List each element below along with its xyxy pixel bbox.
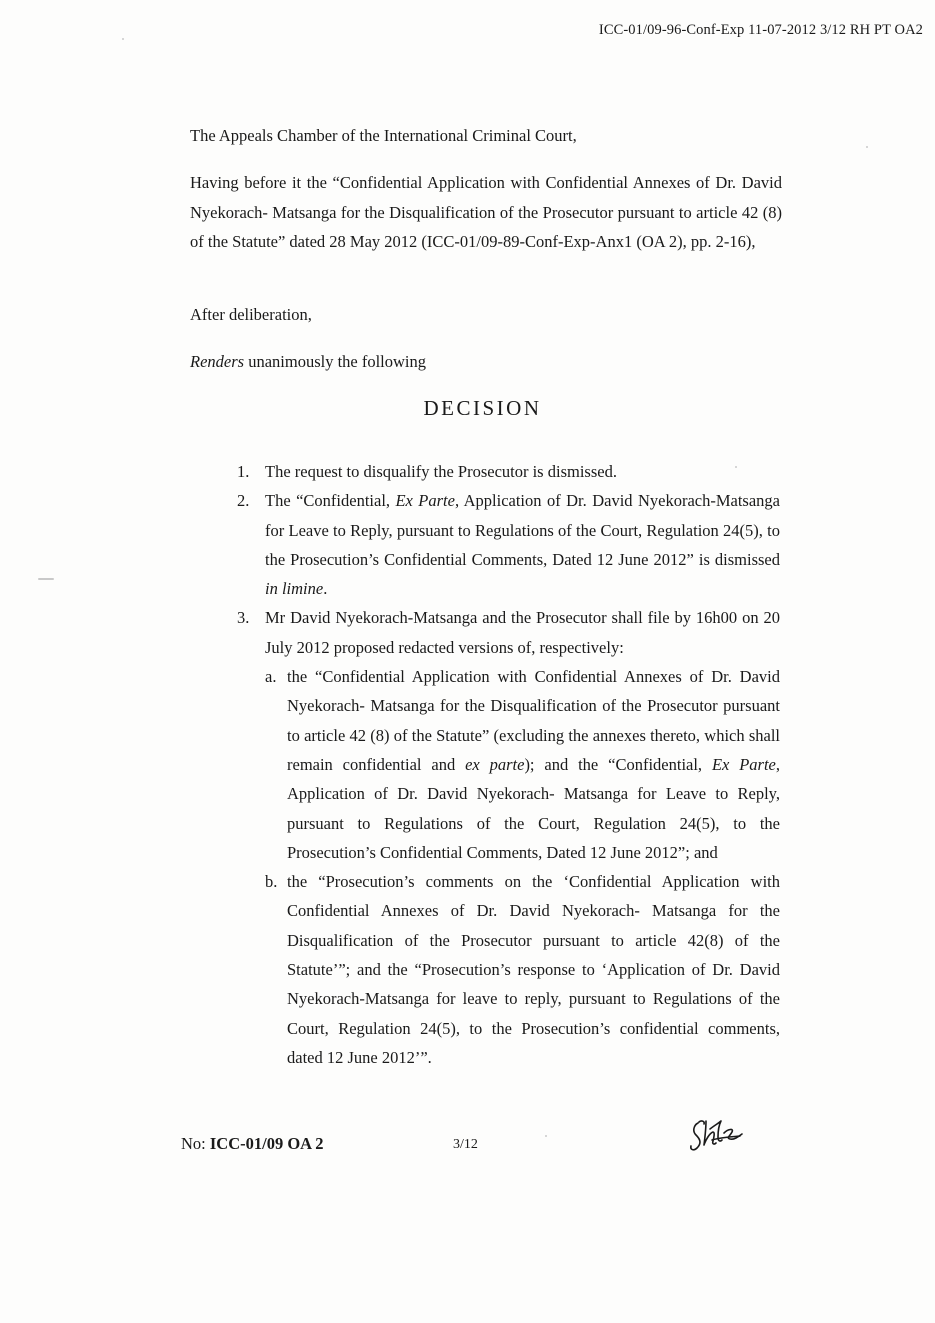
decision-list: [237, 457, 780, 1072]
decision-item-number: 2.: [237, 491, 250, 511]
decision-sub-item-letter: a.: [265, 667, 277, 687]
intro-paragraph: The Appeals Chamber of the International Criminal Court,: [190, 126, 577, 145]
case-number-value: ICC-01/09 OA 2: [209, 1134, 324, 1153]
renders-rest-text: unanimously the following: [244, 352, 427, 371]
decision-sub-item-italic-text: ex parte: [465, 754, 525, 774]
decision-item-3: [237, 603, 780, 1072]
decision-item-italic-text: Ex Parte: [395, 491, 455, 511]
decision-sub-item-text-part: , Application of Dr. David Nyekorach- Matsanga for Leave to Reply, pursuant to Regulations of the Court, Regulation 24(5), to the Prosecution’s Confidential Comments, Dated 12 June 2012”; and: [287, 754, 780, 862]
decision-sub-item-text-part: the “Confidential Application with Confidential Annexes of Dr. David Nyekorach- Matsanga for the Disqualification of the Prosecutor pursuant to article 42 (8) of the Statute” (excluding the annexes thereto, which shall remain confidential and: [287, 667, 780, 774]
renders-italic-word: Renders: [190, 352, 245, 371]
handwritten-initials-signature: [688, 1115, 746, 1153]
decision-sub-item-text-part: ); and the “Confidential,: [524, 754, 712, 774]
decision-item-number: 1.: [237, 462, 250, 481]
scan-speck: [866, 146, 868, 148]
decision-sub-item-b: [265, 867, 780, 1072]
decision-item-italic-text: in limine: [265, 579, 324, 599]
decision-sub-item-letter: b.: [265, 872, 278, 892]
decision-item-text-part: The “Confidential,: [265, 491, 396, 511]
signature-strokes: [691, 1121, 742, 1150]
scan-speck: [38, 578, 54, 580]
decision-item-2: [237, 486, 780, 603]
decision-sub-item-italic-text: Ex Parte: [711, 754, 776, 774]
case-number-footer: [181, 1134, 324, 1154]
decision-item-text: The request to disqualify the Prosecutor is dismissed.: [265, 462, 617, 481]
scan-speck: [545, 1135, 547, 1137]
document-reference-header: ICC-01/09-96-Conf-Exp 11-07-2012 3/12 RH PT OA2: [598, 22, 923, 38]
decision-item-text-part: .: [323, 579, 328, 599]
decision-sub-list: [265, 662, 780, 1072]
scan-speck: [122, 38, 124, 40]
after-deliberation-paragraph: After deliberation,: [190, 305, 312, 324]
renders-paragraph: [190, 347, 782, 377]
scan-speck: [735, 466, 737, 468]
decision-item-text: Mr David Nyekorach-Matsanga and the Prosecutor shall file by 16h00 on 20 July 2012 proposed redacted versions of, respectively:: [265, 608, 780, 657]
decision-item-text-part: , Application of Dr. David Nyekorach-Matsanga for Leave to Reply, pursuant to Regulations of the Court, Regulation 24(5), to the Prosecution’s Confidential Comments, Dated 12 June 2012” is dismissed: [265, 491, 780, 569]
page-number: 3/12: [453, 1137, 478, 1152]
decision-sub-item-text: the “Prosecution’s comments on the ‘Confidential Application with Confidential Annexes of Dr. David Nyekorach- Matsanga for the Disqualification of the Prosecutor pursuant to article 42(8) of the Statute’”; and the “Prosecution’s response to ‘Application of Dr. David Nyekorach-Matsanga for leave to reply, pursuant to Regulations of the Court, Regulation 24(5), to the Prosecution’s confidential comments, dated 12 June 2012’”.: [287, 872, 780, 1067]
decision-sub-item-a: [265, 662, 780, 867]
case-number-label: No:: [181, 1134, 210, 1153]
having-before-it-paragraph: Having before it the “Confidential Application with Confidential Annexes of Dr. David Nyekorach- Matsanga for the Disqualification of the Prosecutor pursuant to article 42 (8) of the Statute” dated 28 May 2012 (ICC-01/09-89-Conf-Exp-Anx1 (OA 2), pp. 2-16),: [190, 173, 782, 251]
decision-item-number: 3.: [237, 608, 250, 628]
decision-item-1: [237, 457, 780, 486]
decision-heading: DECISION: [423, 396, 542, 420]
